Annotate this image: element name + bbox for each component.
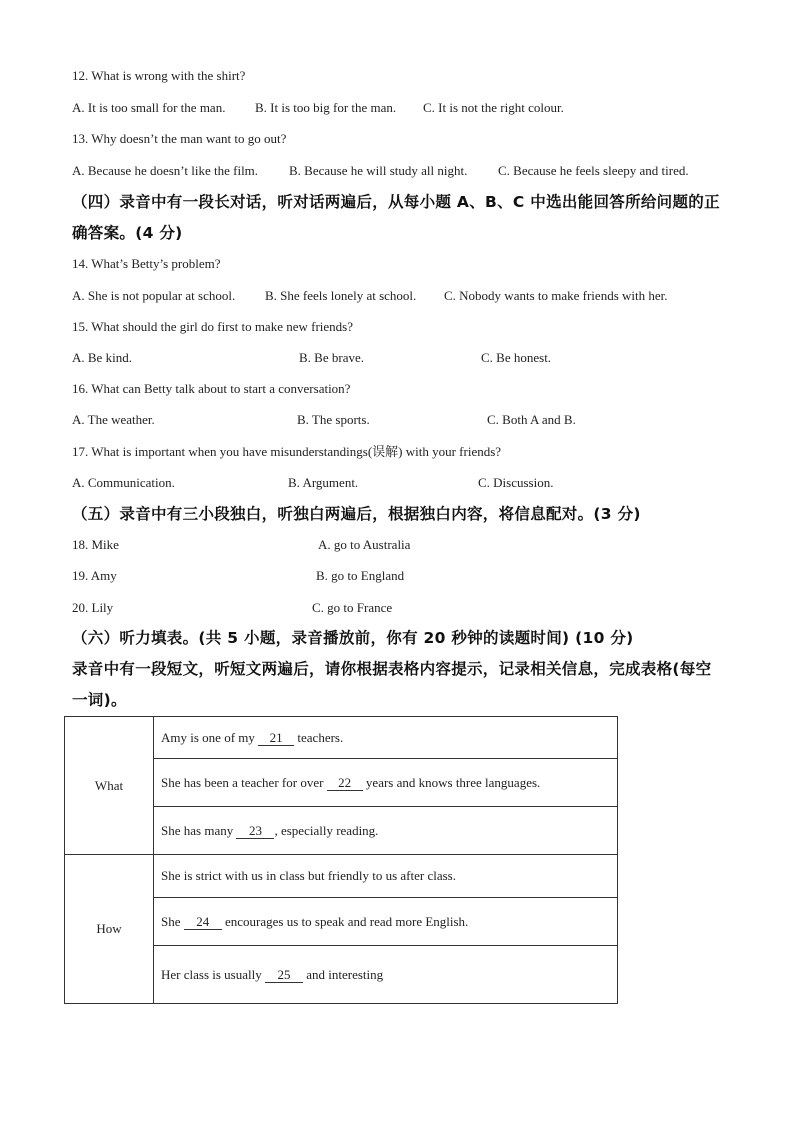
table-row: [65, 717, 618, 759]
q17-option-c: C. Discussion.: [478, 475, 554, 490]
row-label-how: How: [65, 855, 154, 1004]
q17-option-b: B. Argument.: [288, 475, 359, 490]
q12-option-a: A. It is too small for the man.: [72, 100, 226, 115]
q12-option-c: C. It is not the right colour.: [423, 100, 564, 115]
cell-text: years and knows three languages.: [362, 774, 541, 790]
cell-text: Her class is usually: [161, 966, 265, 982]
q15-option-c: C. Be honest.: [481, 350, 552, 365]
q15-question: 15. What should the girl do first to make new friends?: [72, 319, 354, 334]
q13-option-b: B. Because he will study all night.: [289, 163, 468, 178]
cell-text: She has many: [161, 822, 237, 838]
cell-text: teachers.: [294, 729, 344, 745]
matching-name-lily: 20. Lily: [72, 600, 114, 615]
table-cell: [154, 759, 618, 807]
matching-name-amy: 19. Amy: [72, 568, 117, 583]
q12-question: 12. What is wrong with the shirt?: [72, 68, 246, 83]
cell-text: , especially reading.: [274, 822, 379, 838]
cell-text: She has been a teacher for over: [161, 774, 327, 790]
section5-heading: （五）录音中有三小段独白，听独白两遍后，根据独白内容，将信息配对。(3 分): [72, 505, 641, 523]
q14-option-c: C. Nobody wants to make friends with her.: [444, 288, 668, 303]
section6-heading-line1: （六）听力填表。(共 5 小题，录音播放前，你有 20 秒钟的读题时间) (10 分): [72, 629, 634, 647]
table-row: [65, 855, 618, 898]
blank-23: 23: [236, 824, 274, 839]
table-cell: She is strict with us in class but friendly to us after class.: [154, 855, 618, 898]
cell-text: encourages us to speak and read more English.: [221, 913, 469, 929]
table-cell: [154, 807, 618, 855]
section6-heading-line3: 一词)。: [72, 691, 127, 709]
blank-21: 21: [258, 731, 294, 746]
matching-place-c: C. go to France: [312, 600, 393, 615]
q13-option-c: C. Because he feels sleepy and tired.: [498, 163, 689, 178]
matching-place-b: B. go to England: [316, 568, 405, 583]
section6-heading-line2: 录音中有一段短文，听短文两遍后，请你根据表格内容提示，记录相关信息，完成表格(每空: [72, 660, 712, 678]
listening-table: [64, 716, 618, 1004]
row-label-what: What: [65, 717, 154, 855]
q13-option-a: A. Because he doesn’t like the film.: [72, 163, 259, 178]
matching-name-mike: 18. Mike: [72, 537, 119, 552]
q16-option-a: A. The weather.: [72, 412, 155, 427]
q13-question: 13. Why doesn’t the man want to go out?: [72, 131, 287, 146]
q16-question: 16. What can Betty talk about to start a conversation?: [72, 381, 351, 396]
q14-question: 14. What’s Betty’s problem?: [72, 256, 221, 271]
blank-22: 22: [327, 776, 363, 791]
cell-text: and interesting: [302, 966, 384, 982]
q17-option-a: A. Communication.: [72, 475, 175, 490]
q17-question: 17. What is important when you have misunderstandings(误解) with your friends?: [72, 444, 502, 459]
table-cell: [154, 717, 618, 759]
q14-option-a: A. She is not popular at school.: [72, 288, 236, 303]
q16-option-b: B. The sports.: [297, 412, 370, 427]
table-cell: [154, 898, 618, 946]
q15-option-b: B. Be brave.: [299, 350, 364, 365]
table-cell: [154, 946, 618, 1004]
cell-text: She: [161, 913, 184, 929]
matching-place-a: A. go to Australia: [318, 537, 411, 552]
blank-24: 24: [184, 915, 222, 930]
q14-option-b: B. She feels lonely at school.: [265, 288, 417, 303]
section4-heading-line1: （四）录音中有一段长对话，听对话两遍后，从每小题 A、B、C 中选出能回答所给问题的正: [72, 193, 720, 211]
section4-heading-line2: 确答案。(4 分): [72, 224, 183, 242]
q15-option-a: A. Be kind.: [72, 350, 132, 365]
q12-option-b: B. It is too big for the man.: [255, 100, 397, 115]
q16-option-c: C. Both A and B.: [487, 412, 576, 427]
cell-text: Amy is one of my: [161, 729, 259, 745]
blank-25: 25: [265, 968, 303, 983]
